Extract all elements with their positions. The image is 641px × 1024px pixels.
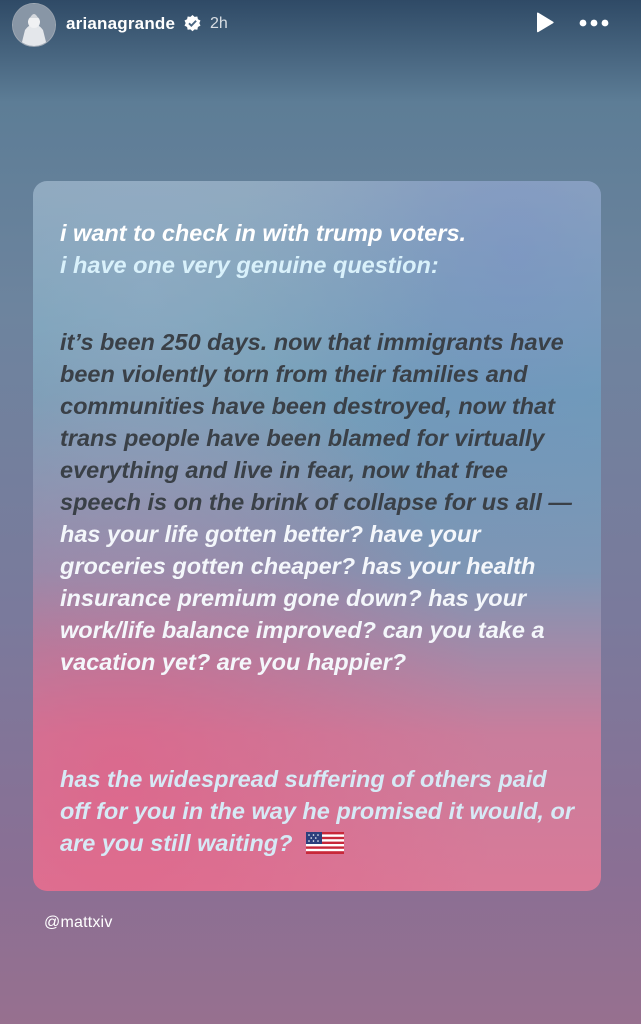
photo-credit[interactable]: @mattxiv: [44, 914, 113, 931]
username[interactable]: arianagrande: [66, 14, 176, 33]
us-flag-icon: [306, 832, 344, 854]
story-header: [0, 0, 641, 50]
verified-badge-icon: [183, 14, 202, 33]
card-heading: [60, 217, 580, 281]
post-timestamp: 2h: [210, 15, 228, 32]
story-text-card: [33, 181, 601, 891]
play-icon[interactable]: [532, 11, 556, 35]
avatar[interactable]: [12, 3, 56, 47]
card-body: [60, 326, 580, 678]
avatar-image: [13, 4, 55, 46]
body-dark-text: it’s been 250 days. now that immigrants have been violently torn from their families and communities have been destroyed, now that trans people have been blamed for virtually everything and live in fear, now that free speech is on the brink of collapse for us all —: [60, 329, 572, 515]
body-light-text: has your life gotten better? have your groceries gotten cheaper? has your health insurance premium gone down? has your work/life balance improved? can you take a vacation yet? are you happier?: [60, 521, 545, 675]
closing-text: has the widespread suffering of others paid off for you in the way he promised it would, or are you still waiting?: [60, 766, 574, 856]
heading-line-2: i have one very genuine question:: [60, 252, 439, 278]
card-closing: [60, 763, 580, 859]
heading-line-1: i want to check in with trump voters.: [60, 220, 467, 246]
more-options-icon[interactable]: [577, 11, 611, 35]
